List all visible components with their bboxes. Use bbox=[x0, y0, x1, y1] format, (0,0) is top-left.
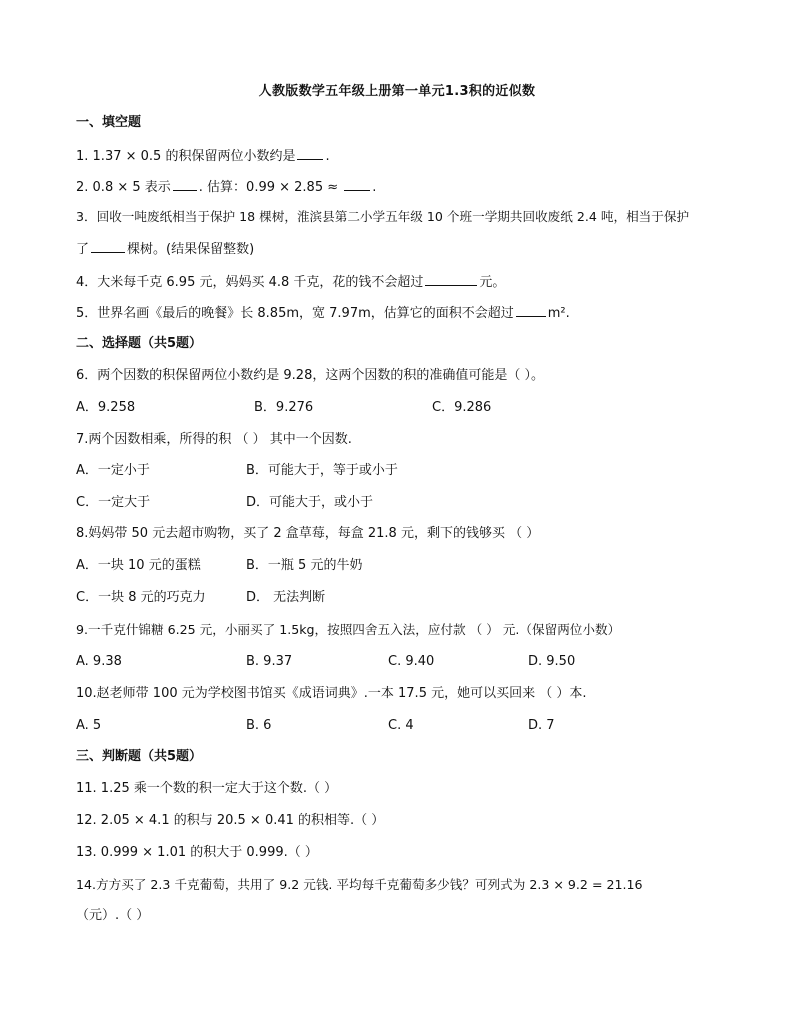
question-3-text: 了 bbox=[76, 242, 90, 257]
answer-blank[interactable] bbox=[425, 272, 477, 286]
question-3-line-2 bbox=[76, 239, 254, 259]
question-14-line-2: （元）.（ ） bbox=[76, 908, 150, 923]
option-b[interactable]: B. 9.37 bbox=[246, 654, 293, 669]
question-14-line-1: 14.方方买了 2.3 千克葡萄，共用了 9.2 元钱. 平均每千克葡萄多少钱？可列式为 2.3 × 9.2 = 21.16 bbox=[76, 877, 643, 892]
question-1 bbox=[76, 146, 330, 166]
option-b[interactable]: B. 6 bbox=[246, 718, 272, 733]
question-1-text: 1. 1.37 × 0.5 的积保留两位小数约是 bbox=[76, 149, 296, 164]
section-fill-in: 一、填空题 bbox=[76, 115, 142, 130]
answer-blank[interactable] bbox=[344, 177, 370, 191]
answer-blank[interactable] bbox=[297, 146, 323, 160]
question-9: 9.一千克什锦糖 6.25 元，小丽买了 1.5kg，按照四舍五入法，应付款 （ ） 元.（保留两位小数） bbox=[76, 622, 621, 637]
question-12: 12. 2.05 × 4.1 的积与 20.5 × 0.41 的积相等.（ ） bbox=[76, 813, 385, 828]
section-choice: 二、选择题（共5题） bbox=[76, 336, 203, 351]
option-b[interactable]: B．一瓶 5 元的牛奶 bbox=[246, 558, 363, 573]
question-5-text: 5．世界名画《最后的晚餐》长 8.85m，宽 7.97m，估算它的面积不会超过 bbox=[76, 306, 514, 321]
option-c[interactable]: C．一块 8 元的巧克力 bbox=[76, 590, 206, 605]
question-3-line-1: 3．回收一吨废纸相当于保护 18 棵树，淮滨县第二小学五年级 10 个班一学期共回收废纸 2.4 吨，相当于保护 bbox=[76, 209, 690, 224]
option-c[interactable]: C．9.286 bbox=[432, 400, 492, 415]
question-2 bbox=[76, 177, 376, 197]
question-8: 8.妈妈带 50 元去超市购物，买了 2 盒草莓，每盒 21.8 元，剩下的钱够买 （ ） bbox=[76, 526, 540, 541]
option-a[interactable]: A. 5 bbox=[76, 718, 102, 733]
question-1-end: . bbox=[325, 149, 330, 164]
question-2-text-a: 2. 0.8 × 5 表示 bbox=[76, 180, 171, 195]
question-6: 6．两个因数的积保留两位小数约是 9.28，这两个因数的积的准确值可能是（ ）。 bbox=[76, 368, 544, 383]
question-5-end: m². bbox=[547, 306, 570, 321]
answer-blank[interactable] bbox=[516, 303, 546, 317]
question-11: 11. 1.25 乘一个数的积一定大于这个数.（ ） bbox=[76, 781, 338, 796]
question-4-text: 4．大米每千克 6.95 元，妈妈买 4.8 千克，花的钱不会超过 bbox=[76, 275, 424, 290]
question-3-end: 棵树。(结果保留整数) bbox=[127, 242, 255, 257]
question-2-text-b: . 估算：0.99 × 2.85 ≈ bbox=[198, 180, 343, 195]
option-b[interactable]: B．9.276 bbox=[254, 400, 314, 415]
option-d[interactable]: D．可能大于，或小于 bbox=[246, 495, 374, 510]
question-5 bbox=[76, 303, 570, 323]
answer-blank[interactable] bbox=[173, 177, 197, 191]
question-7: 7.两个因数相乘，所得的积 （ ） 其中一个因数. bbox=[76, 432, 352, 447]
question-13: 13. 0.999 × 1.01 的积大于 0.999.（ ） bbox=[76, 845, 318, 860]
question-4 bbox=[76, 272, 505, 292]
option-d[interactable]: D． 无法判断 bbox=[246, 590, 326, 605]
answer-blank[interactable] bbox=[91, 239, 125, 253]
option-d[interactable]: D. 9.50 bbox=[528, 654, 576, 669]
option-a[interactable]: A．9.258 bbox=[76, 400, 136, 415]
option-c[interactable]: C. 9.40 bbox=[388, 654, 435, 669]
option-d[interactable]: D. 7 bbox=[528, 718, 555, 733]
option-c[interactable]: C．一定大于 bbox=[76, 495, 151, 510]
option-b[interactable]: B．可能大于，等于或小于 bbox=[246, 463, 398, 478]
worksheet-title: 人教版数学五年级上册第一单元1.3积的近似数 bbox=[258, 84, 536, 99]
option-a[interactable]: A．一定小于 bbox=[76, 463, 150, 478]
question-2-end: . bbox=[372, 180, 377, 195]
option-a[interactable]: A. 9.38 bbox=[76, 654, 122, 669]
question-10: 10.赵老师带 100 元为学校图书馆买《成语词典》.一本 17.5 元，她可以买回来 （ ）本. bbox=[76, 686, 587, 701]
question-4-end: 元。 bbox=[479, 275, 506, 290]
option-a[interactable]: A．一块 10 元的蛋糕 bbox=[76, 558, 201, 573]
option-c[interactable]: C. 4 bbox=[388, 718, 414, 733]
section-true-false: 三、判断题（共5题） bbox=[76, 749, 203, 764]
